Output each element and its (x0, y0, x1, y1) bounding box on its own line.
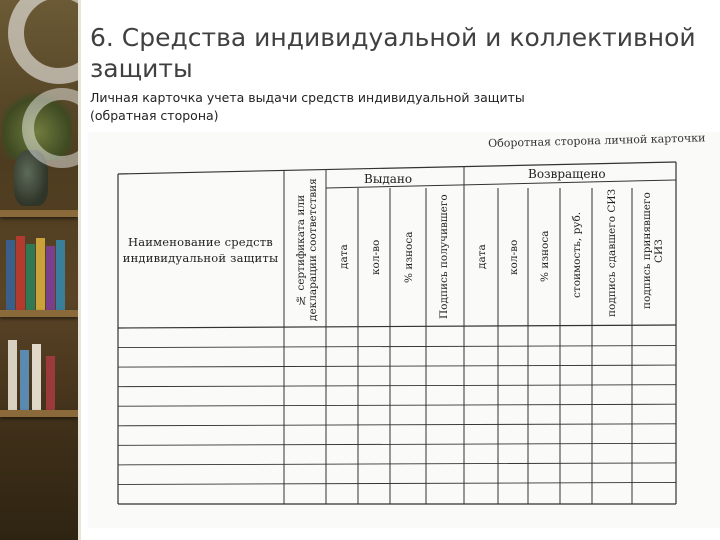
book (46, 356, 55, 410)
book (32, 344, 41, 410)
returned-date-header: дата (476, 244, 488, 270)
issued-wear-header: % износа (403, 231, 415, 283)
name-column-header: Наименование средств индивидуальной защиты (122, 235, 279, 265)
returner-signature-header: подпись сдавшего СИЗ (606, 188, 618, 318)
shelf (0, 410, 78, 417)
shelf (0, 310, 78, 317)
recipient-signature-header: Подпись получившего (438, 194, 450, 320)
issued-qty-header: кол-во (370, 239, 382, 275)
returned-wear-header: % износа (539, 230, 551, 282)
slide-title: 6. Средства индивидуальной и коллективной защиты (90, 23, 696, 83)
ring-decoration (8, 0, 78, 84)
issued-date-header: дата (338, 244, 350, 270)
photo-divider (78, 0, 81, 540)
book (8, 340, 17, 410)
issued-group-header: Выдано (364, 172, 413, 186)
cost-header: стоимость, руб. (571, 211, 583, 299)
returned-qty-header: кол-во (508, 239, 520, 275)
card-heading: Оборотная сторона личной карточки (488, 131, 706, 150)
returned-group-header: Возвращено (528, 167, 606, 181)
book (20, 350, 29, 410)
book (36, 238, 45, 310)
book (46, 246, 55, 310)
slide-subtitle (90, 89, 690, 125)
book (16, 236, 25, 310)
background-photo (0, 0, 78, 540)
subtitle-line-1: Личная карточка учета выдачи средств индивидуальной защиты (90, 90, 525, 105)
book (56, 240, 65, 310)
card-scan (88, 132, 720, 528)
book (26, 244, 35, 310)
certificate-column-header: № сертификата или декларации соответствия (295, 178, 319, 322)
subtitle-line-2: (обратная сторона) (90, 108, 219, 123)
book (6, 240, 15, 310)
shelf (0, 210, 78, 217)
receiver-signature-header: подпись принявшего СИЗ (641, 192, 665, 310)
